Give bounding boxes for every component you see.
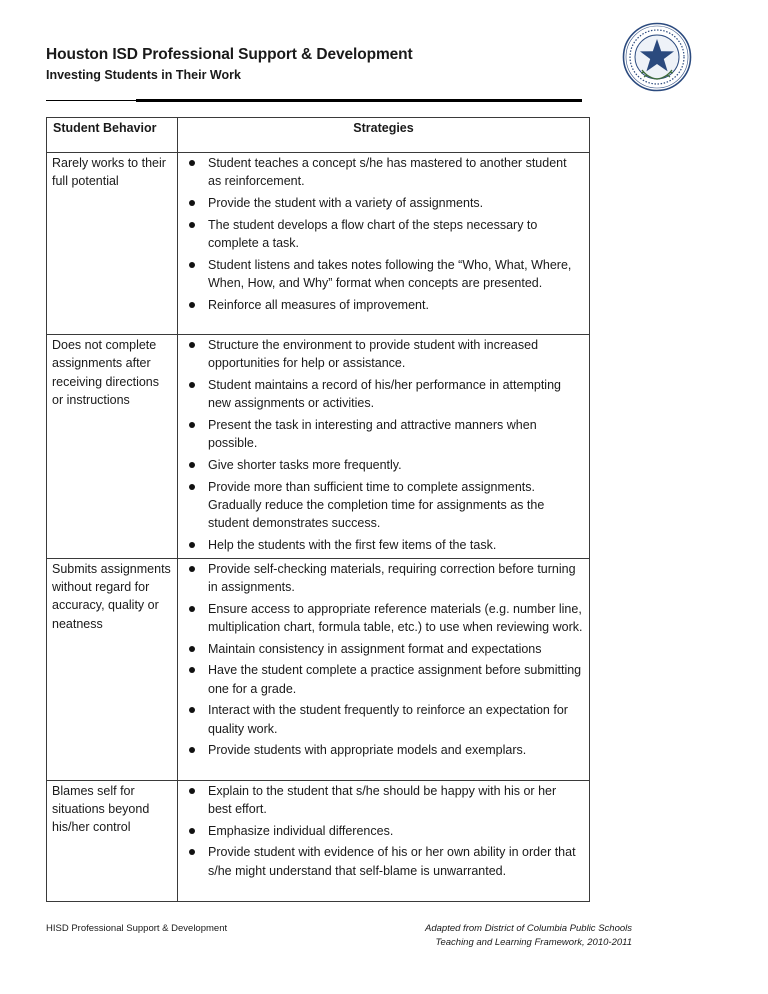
- header-rule-thin: [46, 100, 136, 101]
- column-header-behavior: Student Behavior: [47, 118, 178, 153]
- hisd-seal-icon: [622, 22, 692, 92]
- strategy-list: [186, 336, 583, 554]
- table-row: [47, 335, 590, 559]
- strategy-item: Help the students with the first few items of the task.: [186, 536, 583, 554]
- strategy-item: Provide more than sufficient time to complete assignments. Gradually reduce the completion time for assignments as the student demonstrates success.: [186, 478, 583, 533]
- strategies-cell: [178, 558, 590, 780]
- strategy-item: Student listens and takes notes following the “Who, What, Where, When, How, and Why” format when concepts are presented.: [186, 256, 583, 293]
- footer-attribution-line: Teaching and Learning Framework, 2010-2011: [435, 936, 632, 948]
- behavior-cell: Submits assignments without regard for accuracy, quality or neatness: [47, 558, 178, 780]
- strategy-item: Give shorter tasks more frequently.: [186, 456, 583, 474]
- document-header: [46, 46, 413, 82]
- footer-left-text: HISD Professional Support & Development: [46, 923, 228, 934]
- behavior-cell: Rarely works to their full potential: [47, 153, 178, 335]
- strategies-cell: [178, 153, 590, 335]
- column-header-strategies: Strategies: [178, 118, 590, 153]
- strategy-item: Have the student complete a practice assignment before submitting one for a grade.: [186, 661, 583, 698]
- header-rule-thick: [136, 99, 582, 102]
- strategy-item: Explain to the student that s/he should be happy with his or her best effort.: [186, 782, 583, 819]
- strategy-item: Emphasize individual differences.: [186, 822, 583, 840]
- table-header-row: [47, 118, 590, 153]
- strategy-item: Present the task in interesting and attractive manners when possible.: [186, 416, 583, 453]
- strategy-item: Provide the student with a variety of assignments.: [186, 194, 583, 212]
- strategy-item: Structure the environment to provide student with increased opportunities for help or assistance.: [186, 336, 583, 373]
- document-title: Houston ISD Professional Support & Development: [46, 46, 413, 63]
- strategy-list: [186, 560, 583, 760]
- table-row: [47, 780, 590, 901]
- strategy-item: Provide self-checking materials, requiring correction before turning in assignments.: [186, 560, 583, 597]
- strategy-list: [186, 154, 583, 314]
- strategies-table: [46, 117, 590, 902]
- footer-attribution-line: Adapted from District of Columbia Public Schools: [425, 923, 632, 934]
- behavior-cell: Does not complete assignments after receiving directions or instructions: [47, 335, 178, 559]
- document-subtitle: Investing Students in Their Work: [46, 68, 241, 82]
- table-row: [47, 153, 590, 335]
- strategy-item: The student develops a flow chart of the steps necessary to complete a task.: [186, 216, 583, 253]
- strategies-cell: [178, 335, 590, 559]
- strategy-item: Provide student with evidence of his or her own ability in order that s/he might understand that self-blame is unwarranted.: [186, 843, 583, 880]
- strategies-cell: [178, 780, 590, 901]
- strategy-item: Interact with the student frequently to reinforce an expectation for quality work.: [186, 701, 583, 738]
- table-row: [47, 558, 590, 780]
- strategy-item: Maintain consistency in assignment format and expectations: [186, 640, 583, 658]
- strategy-item: Reinforce all measures of improvement.: [186, 296, 583, 314]
- behavior-cell: Blames self for situations beyond his/her control: [47, 780, 178, 901]
- strategy-item: Student teaches a concept s/he has mastered to another student as reinforcement.: [186, 154, 583, 191]
- footer-attribution: [380, 922, 632, 949]
- strategy-item: Student maintains a record of his/her performance in attempting new assignments or activities.: [186, 376, 583, 413]
- strategy-list: [186, 782, 583, 880]
- strategy-item: Ensure access to appropriate reference materials (e.g. number line, multiplication chart, formula table, etc.) to use when reviewing work.: [186, 600, 583, 637]
- strategy-item: Provide students with appropriate models and exemplars.: [186, 741, 583, 759]
